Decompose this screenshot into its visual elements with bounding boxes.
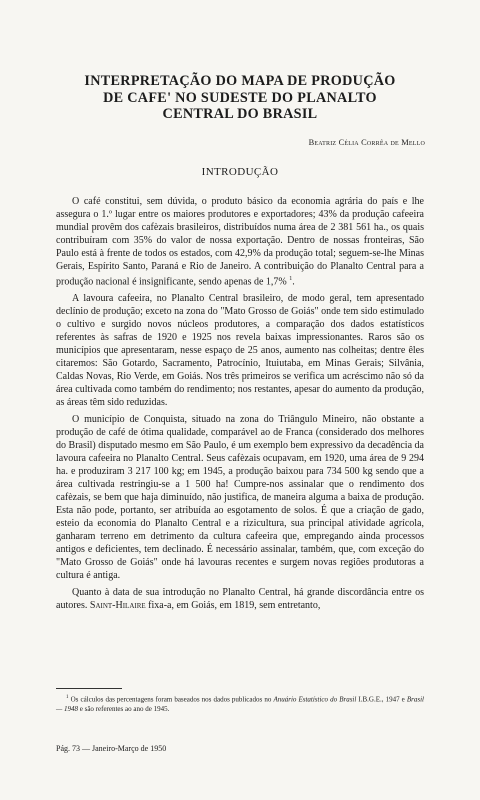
footnote-source-title: Anuário Estatístico do Brasil xyxy=(273,695,357,704)
paragraph xyxy=(56,195,424,288)
footnote-number: 1 xyxy=(66,695,69,700)
footnote-text: Os cálculos das percentagens foram baseados nos dados publicados no xyxy=(70,695,272,704)
footnote-text: e são referentes ao ano de 1945. xyxy=(79,705,170,714)
paragraph xyxy=(56,586,424,612)
footnote-ref: 1 xyxy=(289,276,293,282)
paragraph-text: . xyxy=(292,276,295,288)
paragraph-text: O café constitui, sem dúvida, o produto básico da economia agrária do país e lhe assegura o 1.º lugar entre os maiores produtores e exportadores; 43% da produção cafeeira mundial provêm dos cafèzais brasileiros, distribuídos numa área de 2 381 561 ha., os quais contribuíram com 35% do valor de nossa exportação. Dentro de nossas fronteiras, São Paulo está à frente de todos os estados, com 42,9% da produção total; seguem-se-lhe Minas Gerais, Espírito Santo, Paraná e Rio de Janeiro. A contribuição do Planalto Central para a produção nacional é insignificante, sendo apenas de 1,7% xyxy=(56,196,424,288)
paragraph-text: Quanto à data de sua introdução no Planalto Central, há grande discordância entre os autores. xyxy=(56,587,424,612)
article-body xyxy=(56,195,424,616)
title-line: INTERPRETAÇÃO DO MAPA DE PRODUÇÃO xyxy=(84,73,396,89)
paragraph-text: fixa-a, em Goiás, em 1819, sem entretanto, xyxy=(148,600,321,612)
title-line: DE CAFE' NO SUDESTE DO PLANALTO xyxy=(103,89,377,106)
footnote-text: I.B.G.E., 1947 e xyxy=(358,695,405,704)
page-folio: Pág. 73 — Janeiro-Março de 1950 xyxy=(56,744,167,753)
footnote xyxy=(56,693,424,714)
article-title xyxy=(50,73,430,123)
section-heading: INTRODUÇÃO xyxy=(201,166,279,178)
paragraph: A lavoura cafeeira, no Planalto Central brasileiro, de modo geral, tem apresentado declínio de produção; exceto na zona do "Mato Grosso de Goiás" onde tem sido estimulado o cultivo e surgido novos núcleos produtores, a comparação dos dados estatísticos referentes às safras de 1920 e 1925 nos revela baixas impressionantes. Raros são os municípios que apresentaram, nesse espaço de 25 anos, aumento nas colheitas; dentre êles citaremos: São Gotardo, Sacramento, Patrocínio, Ituiutaba, em Minas Gerais; Silvânia, Caldas Novas, Rio Verde, em Goiás. Nos três primeiros se verifica um acréscimo não só da área cultivada como também do rendimento; nos restantes, apesar do aumento da produção, as áreas têm sido reduzidas. xyxy=(56,293,424,409)
author-name: Beatriz Célia Corrêa de Mello xyxy=(308,138,425,147)
title-line: CENTRAL DO BRASIL xyxy=(162,106,318,122)
cited-author: Saint-Hilaire xyxy=(89,600,146,612)
paragraph: O município de Conquista, situado na zona do Triângulo Mineiro, não obstante a produção de café de ótima qualidade, comparável ao de Franca (considerado dos melhores do Brasil) disputado mesmo em São Paulo, é um exemplo bem expressivo da decadência da lavoura cafeeira no Planalto Central. Seus cafèzais ocupavam, em 1920, uma área de 9 294 ha. e produziram 3 217 100 kg; em 1945, a produção baixou para 734 500 kg sendo que a área cultivada restringiu-se a 1 500 ha! Cumpre-nos assinalar que o rendimento dos cafèzais, se bem que haja diminuído, não justifica, de maneira alguma a baixa de produção. Esta não pode, portanto, ser atribuída ao esgotamento de solos. É que a criação de gado, esteio da economia do Planalto Central e a rizicultura, sua principal atividade agrícola, ganharam terreno em detrimento da cultura cafeeira que, empregando ainda processos antigos e deficientes, tem declinado. É necessário assinalar, também, que, com exceção do "Mato Grosso de Goiás" onde há lavouras recentes e surgem novas regiões produtoras a cultura é antiga. xyxy=(56,414,424,582)
footnote-divider xyxy=(56,688,122,689)
footnote-source-title: Brasil — 1948 xyxy=(56,695,425,714)
